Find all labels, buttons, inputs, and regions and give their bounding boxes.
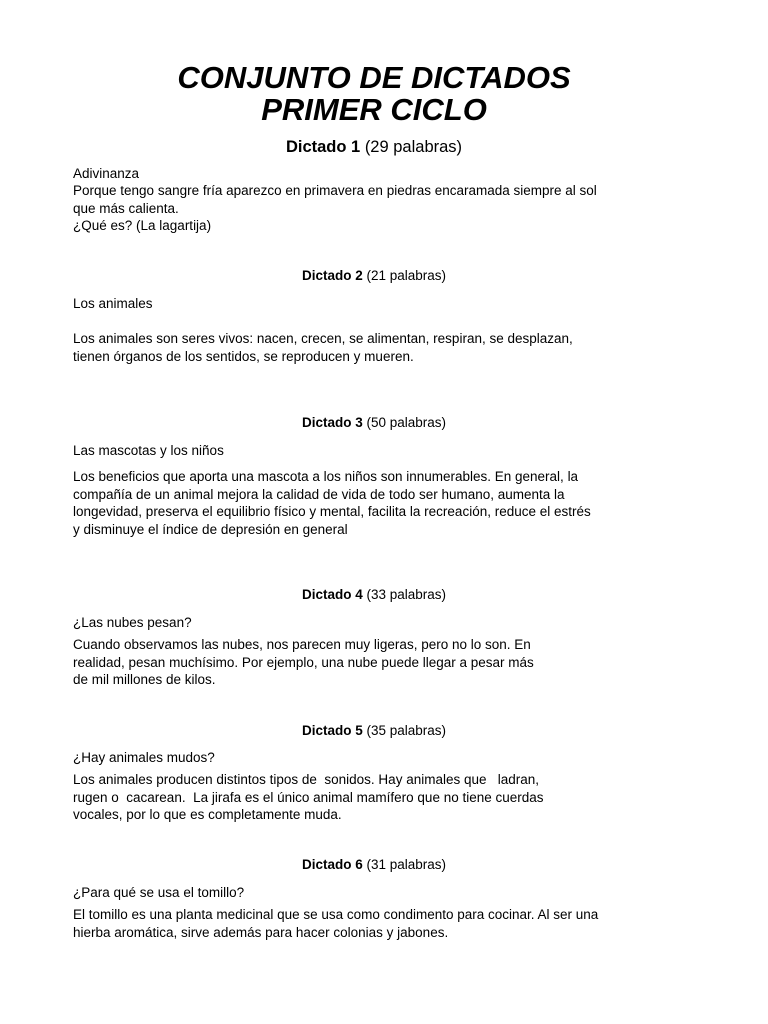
- dictado-label: Dictado 4: [301, 587, 363, 602]
- text-line: Los beneficios que aporta una mascota a los niños son innumerables. En general, la: [73, 469, 579, 484]
- document-title-line2: PRIMER CICLO: [261, 92, 487, 127]
- dictado-heading: [0, 138, 748, 157]
- dictado-label: Dictado 2: [301, 268, 363, 283]
- text-line: rugen o cacarean. La jirafa es el único animal mamífero que no tiene cuerdas: [73, 789, 544, 805]
- dictado-heading: [0, 723, 748, 738]
- dictado-word-count: (35 palabras): [366, 723, 447, 738]
- dictado-text: [73, 330, 573, 365]
- dictado-label: Dictado 5: [301, 723, 363, 738]
- dictado-subtitle: Las mascotas y los niños: [73, 443, 224, 458]
- text-line: ¿Qué es? (La lagartija): [73, 218, 212, 233]
- text-line: que más calienta.: [73, 200, 179, 216]
- dictado-heading: [0, 268, 748, 283]
- text-line: longevidad, preserva el equilibrio físico y mental, facilita la recreación, reduce el estrés: [73, 504, 591, 519]
- dictado-text: [73, 636, 534, 689]
- dictado-label: Dictado 6: [301, 857, 363, 872]
- dictado-word-count: (29 palabras): [364, 138, 463, 156]
- text-line: vocales, por lo que es completamente muda.: [73, 807, 342, 822]
- dictado-heading: [0, 857, 748, 872]
- dictado-word-count: (33 palabras): [366, 587, 447, 602]
- text-line: y disminuye el índice de depresión en general: [73, 521, 348, 537]
- dictado-label: Dictado 1: [285, 138, 361, 156]
- dictado-word-count: (31 palabras): [366, 857, 447, 872]
- text-line: Los animales son seres vivos: nacen, crecen, se alimentan, respiran, se desplazan,: [73, 331, 573, 346]
- dictado-heading: [0, 415, 748, 430]
- dictado-subtitle: Los animales: [73, 296, 153, 311]
- dictado-text: [73, 771, 544, 824]
- text-line: compañía de un animal mejora la calidad de vida de todo ser humano, aumenta la: [73, 486, 565, 502]
- text-line: de mil millones de kilos.: [73, 672, 216, 687]
- dictado-word-count: (21 palabras): [366, 268, 447, 283]
- dictado-heading: [0, 587, 748, 602]
- dictado-subtitle: ¿Las nubes pesan?: [73, 615, 192, 630]
- text-line: Cuando observamos las nubes, nos parecen muy ligeras, pero no lo son. En: [73, 637, 531, 652]
- text-line: Porque tengo sangre fría aparezco en primavera en piedras encaramada siempre al sol: [73, 183, 597, 198]
- dictado-subtitle: Adivinanza: [73, 166, 140, 181]
- document-title-line1: CONJUNTO DE DICTADOS: [177, 60, 571, 95]
- dictado-word-count: (50 palabras): [366, 415, 447, 430]
- text-line: tienen órganos de los sentidos, se reproducen y mueren.: [73, 348, 414, 364]
- dictado-subtitle: ¿Para qué se usa el tomillo?: [73, 885, 245, 900]
- dictado-subtitle: ¿Hay animales mudos?: [73, 750, 215, 765]
- dictado-label: Dictado 3: [301, 415, 363, 430]
- dictado-text: [73, 182, 597, 235]
- text-line: hierba aromática, sirve además para hacer colonias y jabones.: [73, 924, 449, 940]
- text-line: realidad, pesan muchísimo. Por ejemplo, una nube puede llegar a pesar más: [73, 654, 534, 670]
- dictado-text: [73, 468, 591, 538]
- text-line: El tomillo es una planta medicinal que se usa como condimento para cocinar. Al ser una: [73, 907, 599, 922]
- dictado-text: [73, 906, 598, 941]
- text-line: Los animales producen distintos tipos de sonidos. Hay animales que ladran,: [73, 772, 540, 787]
